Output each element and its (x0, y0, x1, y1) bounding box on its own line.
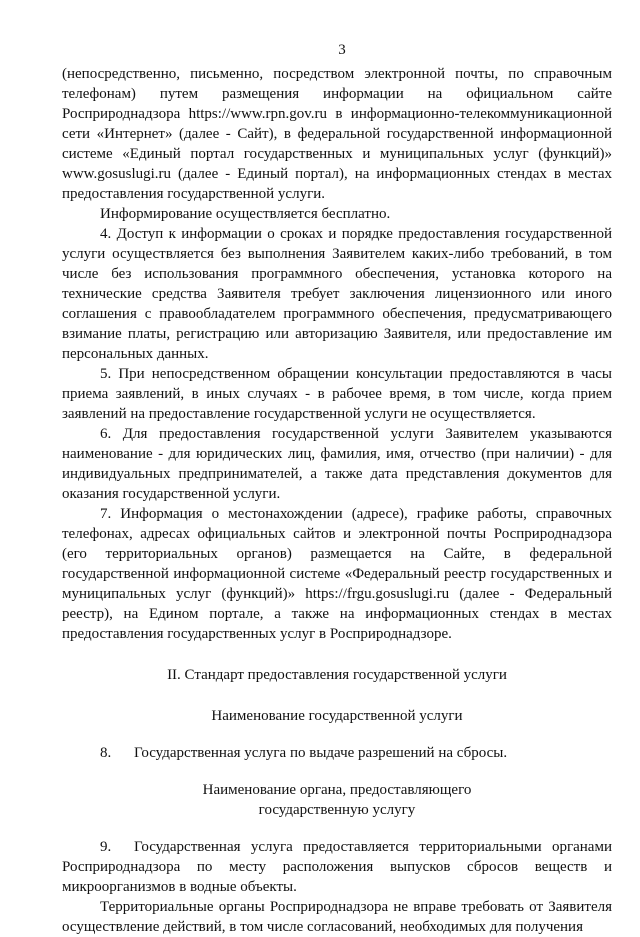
paragraph-informing-methods: (непосредственно, письменно, посредством электронной почты, по справочным телефонам) путем размещения информации на официальном сайте Росприроднадзора https://www.rpn.gov.ru в информационно-телекоммуникационной сети «Интернет» (далее - Сайт), в федеральной государственной информационной системе «Единый портал государственных и муниципальных услуг (функций)» www.gosuslugi.ru (далее - Единый портал), на информационных стендах в местах предоставления государственной услуги. (62, 66, 612, 202)
paragraph-item-7: 7. Информация о местонахождении (адресе), графике работы, справочных телефонах, адресах официальных сайтов и электронной почты Росприроднадзора (его территориальных органов) размещается на Сайте, в федеральной государственной информационной системе «Федеральный реестр государственных и муниципальных услуг (функций)» https://frgu.gosuslugi.ru (далее - Федеральный реестр), на Едином портале, а также на информационных стендах в местах предоставления государственных услуг в Росприроднадзоре. (62, 506, 612, 642)
section-heading: II. Стандарт предоставления государственной услуги (167, 667, 507, 683)
item-8-number: 8. (100, 745, 112, 761)
item-8-text: Государственная услуга по выдаче разрешений на сбросы. (134, 745, 508, 761)
item-9-text: Государственная услуга предоставляется территориальными органами Росприроднадзора по месту расположения выпусков сбросов веществ и микроорганизмов в водные объекты. (62, 839, 612, 895)
page-number: 3 (338, 42, 346, 58)
item-8 (62, 743, 612, 763)
paragraph-territorial-bodies: Территориальные органы Росприроднадзора не вправе требовать от Заявителя осуществление действий, в том числе согласований, необходимых для получения (62, 899, 612, 935)
paragraph-item-5: 5. При непосредственном обращении консультации предоставляются в часы приема заявлений, в иных случаях - в рабочее время, в том числе, когда прием заявлений на предоставление государственной услуги не осуществляется. (62, 366, 612, 422)
subheading-authority-line1: Наименование органа, предоставляющего (202, 782, 472, 798)
paragraph-free-of-charge: Информирование осуществляется бесплатно. (100, 206, 391, 222)
paragraph-item-4: 4. Доступ к информации о сроках и порядке предоставления государственной услуги осуществляется без выполнения Заявителем каких-либо требований, в том числе без использования программного обеспечения, установка которого на технические средства Заявителя требует заключения лицензионного или иного соглашения с правообладателем программного обеспечения, предусматривающего взимание платы, регистрацию или авторизацию Заявителя, или предоставление им персональных данных. (62, 226, 612, 362)
item-9 (62, 837, 612, 897)
subheading-authority-line2: государственную услугу (258, 802, 416, 818)
item-9-number: 9. (100, 839, 112, 855)
subheading-service-name: Наименование государственной услуги (211, 708, 463, 724)
paragraph-item-6: 6. Для предоставления государственной услуги Заявителем указываются наименование - для юридических лиц, фамилия, имя, отчество (при наличии) - для индивидуальных предпринимателей, а также дата представления документов для оказания государственной услуги. (62, 426, 612, 502)
